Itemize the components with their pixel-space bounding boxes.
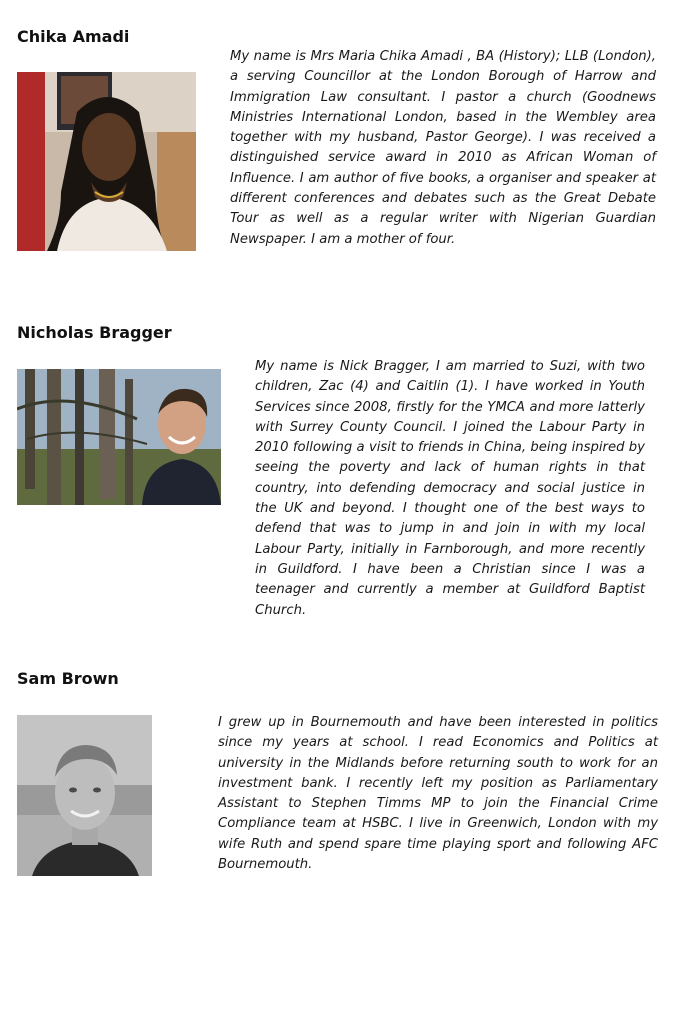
profile-bio-nicholas-bragger: My name is Nick Bragger, I am married to Suzi, with two children, Zac (4) and Caitlin (1). I have worked in Youth Services since 2008, firstly for the YMCA and more latterly with Surrey County Council. I joined the Labour Party in 2010 following a visit to friends in China, being inspired by seeing the poverty and lack of human rights in that country, into defending democracy and social justice in the UK and beyond. I thought one of the best ways to defend that was to jump in and join in with my local Labour Party, initially in Farnborough, and more recently in Guildford. I have been a Christian since I was a teenager and currently a member at Guildford Baptist Church. bbox=[255, 359, 645, 618]
profile-photo-nicholas-bragger bbox=[17, 369, 221, 505]
profile-name-nicholas-bragger: Nicholas Bragger bbox=[17, 323, 172, 342]
profile-photo-chika-amadi bbox=[17, 72, 196, 251]
profile-name-sam-brown: Sam Brown bbox=[17, 669, 119, 688]
profile-bio-chika-amadi: My name is Mrs Maria Chika Amadi , BA (History); LLB (London), a serving Councillor at the London Borough of Harrow and Immigration Law consultant. I pastor a church (Goodnews Ministries International London, based in the Wembley area together with my husband, Pastor George). I was received a distinguished service award in 2010 as African Woman of Influence. I am author of five books, a organiser and speaker at different conferences and debates such as the Great Debate Tour as well as a regular writer with Nigerian Guardian Newspaper. I am a mother of four. bbox=[230, 49, 656, 247]
profile-photo-sam-brown bbox=[17, 715, 152, 876]
profile-bio-sam-brown: I grew up in Bournemouth and have been interested in politics since my years at school. I read Economics and Politics at university in the Midlands before returning south to work for an investment bank. I recently left my position as Parliamentary Assistant to Stephen Timms MP to join the Financial Crime Compliance team at HSBC. I live in Greenwich, London with my wife Ruth and spend spare time playing sport and following AFC Bournemouth. bbox=[218, 715, 658, 873]
profile-name-chika-amadi: Chika Amadi bbox=[17, 27, 130, 46]
